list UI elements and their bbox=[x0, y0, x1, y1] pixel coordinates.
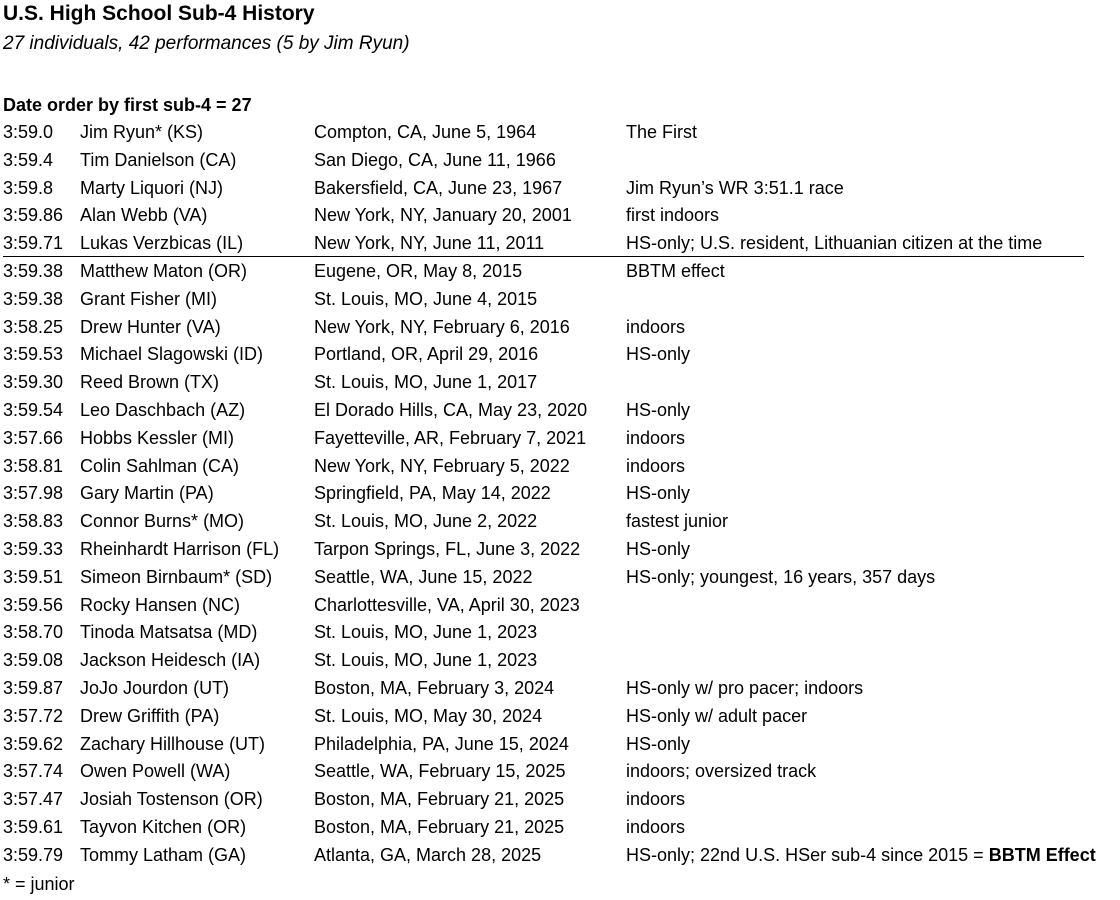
athlete-name: Marty Liquori (NJ) bbox=[80, 177, 224, 198]
venue-and-date: New York, NY, February 6, 2016 bbox=[314, 316, 570, 337]
venue-and-date: New York, NY, January 20, 2001 bbox=[314, 205, 572, 226]
venue-and-date: Springfield, PA, May 14, 2022 bbox=[314, 483, 551, 504]
venue-and-date: Bakersfield, CA, June 23, 1967 bbox=[314, 177, 563, 198]
venue-and-date: San Diego, CA, June 11, 1966 bbox=[314, 149, 556, 170]
athlete-name: Tinoda Matsatsa (MD) bbox=[80, 622, 258, 643]
performance-time: 3:57.74 bbox=[3, 761, 64, 782]
performance-time: 3:59.51 bbox=[3, 566, 64, 587]
performance-time: 3:59.33 bbox=[3, 538, 64, 559]
note-emphasis: BBTM Effect bbox=[988, 844, 1096, 865]
list-item bbox=[3, 369, 1120, 397]
note-text: Jim Ryun’s WR 3:51.1 race bbox=[626, 177, 844, 198]
athlete-name: Owen Powell (WA) bbox=[80, 761, 231, 782]
venue-and-date: St. Louis, MO, May 30, 2024 bbox=[314, 705, 543, 726]
performance-time: 3:57.47 bbox=[3, 789, 64, 810]
note-text: first indoors bbox=[626, 205, 720, 226]
document-subtitle: 27 individuals, 42 performances (5 by Jim Ryun) bbox=[3, 33, 410, 54]
performance-time: 3:57.66 bbox=[3, 427, 64, 448]
athlete-name: Zachary Hillhouse (UT) bbox=[80, 733, 266, 754]
performance-time: 3:59.38 bbox=[3, 260, 64, 281]
list-item bbox=[3, 786, 1120, 814]
athlete-name: Drew Hunter (VA) bbox=[80, 316, 221, 337]
list-item bbox=[3, 425, 1120, 453]
note-text: HS-only; U.S. resident, Lithuanian citizen at the time bbox=[626, 233, 1043, 254]
venue-and-date: Seattle, WA, June 15, 2022 bbox=[314, 566, 533, 587]
venue-and-date: St. Louis, MO, June 4, 2015 bbox=[314, 288, 538, 309]
list-item bbox=[3, 175, 1120, 203]
note-text: HS-only; youngest, 16 years, 357 days bbox=[626, 566, 936, 587]
document-title: U.S. High School Sub-4 History bbox=[3, 2, 315, 25]
list-item bbox=[3, 202, 1120, 230]
note-text: indoors bbox=[626, 427, 686, 448]
list-item bbox=[3, 258, 1120, 286]
performance-time: 3:59.30 bbox=[3, 372, 64, 393]
athlete-name: Michael Slagowski (ID) bbox=[80, 344, 264, 365]
venue-and-date: Portland, OR, April 29, 2016 bbox=[314, 344, 539, 365]
note-text: HS-only bbox=[626, 399, 691, 420]
note-text: HS-only; 22nd U.S. HSer sub-4 since 2015 = bbox=[626, 844, 989, 865]
athlete-name: Jim Ryun* (KS) bbox=[80, 122, 204, 142]
athlete-name: Rheinhardt Harrison (FL) bbox=[80, 538, 280, 559]
venue-and-date: Eugene, OR, May 8, 2015 bbox=[314, 260, 523, 281]
note-text: HS-only w/ pro pacer; indoors bbox=[626, 677, 864, 698]
list-item bbox=[3, 453, 1120, 481]
note-text: indoors bbox=[626, 316, 686, 337]
list-item bbox=[3, 758, 1120, 786]
note bbox=[626, 842, 1096, 870]
venue-and-date: Boston, MA, February 21, 2025 bbox=[314, 789, 565, 810]
list-item bbox=[3, 314, 1120, 342]
note-text: The First bbox=[626, 122, 698, 142]
venue-and-date: Atlanta, GA, March 28, 2025 bbox=[314, 844, 542, 865]
note-text: HS-only bbox=[626, 538, 691, 559]
list-item bbox=[3, 592, 1120, 620]
list-item bbox=[3, 842, 1120, 870]
list-item bbox=[3, 675, 1120, 703]
performance-time: 3:59.54 bbox=[3, 399, 64, 420]
athlete-name: Leo Daschbach (AZ) bbox=[80, 399, 246, 420]
athlete-name: Reed Brown (TX) bbox=[80, 372, 220, 393]
athlete-name: JoJo Jourdon (UT) bbox=[80, 677, 230, 698]
list-item bbox=[3, 480, 1120, 508]
athlete-name: Jackson Heidesch (IA) bbox=[80, 650, 261, 671]
note-text: indoors bbox=[626, 789, 686, 810]
note-text: HS-only w/ adult pacer bbox=[626, 705, 808, 726]
performance-time: 3:59.62 bbox=[3, 733, 64, 754]
venue-and-date: Seattle, WA, February 15, 2025 bbox=[314, 761, 566, 782]
venue-and-date: St. Louis, MO, June 2, 2022 bbox=[314, 511, 538, 532]
list-item bbox=[3, 731, 1120, 759]
note-text: HS-only bbox=[626, 344, 691, 365]
performance-time: 3:59.4 bbox=[3, 149, 54, 170]
performance-time: 3:58.83 bbox=[3, 511, 64, 532]
performance-time: 3:59.86 bbox=[3, 205, 64, 226]
note-text: HS-only bbox=[626, 483, 691, 504]
note-text: indoors bbox=[626, 816, 686, 837]
list-item bbox=[3, 647, 1120, 675]
note-text: BBTM effect bbox=[626, 260, 725, 281]
athlete-name: Alan Webb (VA) bbox=[80, 205, 208, 226]
venue-and-date: Charlottesville, VA, April 30, 2023 bbox=[314, 594, 580, 615]
venue-and-date: Boston, MA, February 21, 2025 bbox=[314, 816, 565, 837]
performance-time: 3:58.70 bbox=[3, 622, 64, 643]
footnote: * = junior bbox=[3, 873, 75, 894]
athlete-name: Tim Danielson (CA) bbox=[80, 149, 237, 170]
list-item bbox=[3, 703, 1120, 731]
venue-and-date: Compton, CA, June 5, 1964 bbox=[314, 122, 537, 142]
athlete-name: Gary Martin (PA) bbox=[80, 483, 214, 504]
athlete-name: Rocky Hansen (NC) bbox=[80, 594, 241, 615]
performance-time: 3:58.81 bbox=[3, 455, 64, 476]
venue-and-date: Boston, MA, February 3, 2024 bbox=[314, 677, 555, 698]
list-item bbox=[3, 341, 1120, 369]
performance-time: 3:59.87 bbox=[3, 677, 64, 698]
athlete-name: Matthew Maton (OR) bbox=[80, 260, 248, 281]
venue-and-date: El Dorado Hills, CA, May 23, 2020 bbox=[314, 399, 588, 420]
venue-and-date: St. Louis, MO, June 1, 2023 bbox=[314, 650, 538, 671]
athlete-name: Tommy Latham (GA) bbox=[80, 844, 247, 865]
list-item bbox=[3, 564, 1120, 592]
performance-time: 3:59.08 bbox=[3, 650, 64, 671]
performance-list bbox=[3, 119, 1120, 870]
list-item bbox=[3, 119, 1120, 147]
athlete-name: Lukas Verzbicas (IL) bbox=[80, 233, 244, 254]
note-text: HS-only bbox=[626, 733, 691, 754]
venue-and-date: New York, NY, June 11, 2011 bbox=[314, 233, 545, 254]
athlete-name: Simeon Birnbaum* (SD) bbox=[80, 566, 273, 587]
performance-time: 3:59.38 bbox=[3, 288, 64, 309]
performance-time: 3:59.79 bbox=[3, 844, 64, 865]
venue-and-date: Fayetteville, AR, February 7, 2021 bbox=[314, 427, 587, 448]
athlete-name: Josiah Tostenson (OR) bbox=[80, 789, 263, 810]
list-item bbox=[3, 230, 1120, 258]
list-item bbox=[3, 536, 1120, 564]
athlete-name: Hobbs Kessler (MI) bbox=[80, 427, 235, 448]
list-item bbox=[3, 147, 1120, 175]
performance-time: 3:59.61 bbox=[3, 816, 64, 837]
performance-time: 3:57.98 bbox=[3, 483, 64, 504]
performance-time: 3:59.56 bbox=[3, 594, 64, 615]
athlete-name: Grant Fisher (MI) bbox=[80, 288, 218, 309]
athlete-name: Drew Griffith (PA) bbox=[80, 705, 220, 726]
venue-and-date: St. Louis, MO, June 1, 2017 bbox=[314, 372, 538, 393]
note-text: indoors bbox=[626, 455, 686, 476]
performance-time: 3:59.8 bbox=[3, 177, 54, 198]
list-item bbox=[3, 508, 1120, 536]
list-item bbox=[3, 814, 1120, 842]
performance-time: 3:59.71 bbox=[3, 233, 64, 254]
athlete-name: Colin Sahlman (CA) bbox=[80, 455, 240, 476]
performance-time: 3:59.0 bbox=[3, 122, 54, 142]
note-text: indoors; oversized track bbox=[626, 761, 817, 782]
note-text: fastest junior bbox=[626, 511, 729, 532]
venue-and-date: Tarpon Springs, FL, June 3, 2022 bbox=[314, 538, 581, 559]
performance-time: 3:59.53 bbox=[3, 344, 64, 365]
document bbox=[3, 0, 1120, 898]
section-heading: Date order by first sub-4 = 27 bbox=[3, 95, 252, 115]
athlete-name: Tayvon Kitchen (OR) bbox=[80, 816, 247, 837]
blank-line bbox=[3, 60, 1120, 91]
list-item bbox=[3, 286, 1120, 314]
venue-and-date: Philadelphia, PA, June 15, 2024 bbox=[314, 733, 569, 754]
athlete-name: Connor Burns* (MO) bbox=[80, 511, 245, 532]
list-item bbox=[3, 619, 1120, 647]
venue-and-date: St. Louis, MO, June 1, 2023 bbox=[314, 622, 538, 643]
venue-and-date: New York, NY, February 5, 2022 bbox=[314, 455, 570, 476]
performance-time: 3:58.25 bbox=[3, 316, 64, 337]
list-item bbox=[3, 397, 1120, 425]
performance-time: 3:57.72 bbox=[3, 705, 64, 726]
